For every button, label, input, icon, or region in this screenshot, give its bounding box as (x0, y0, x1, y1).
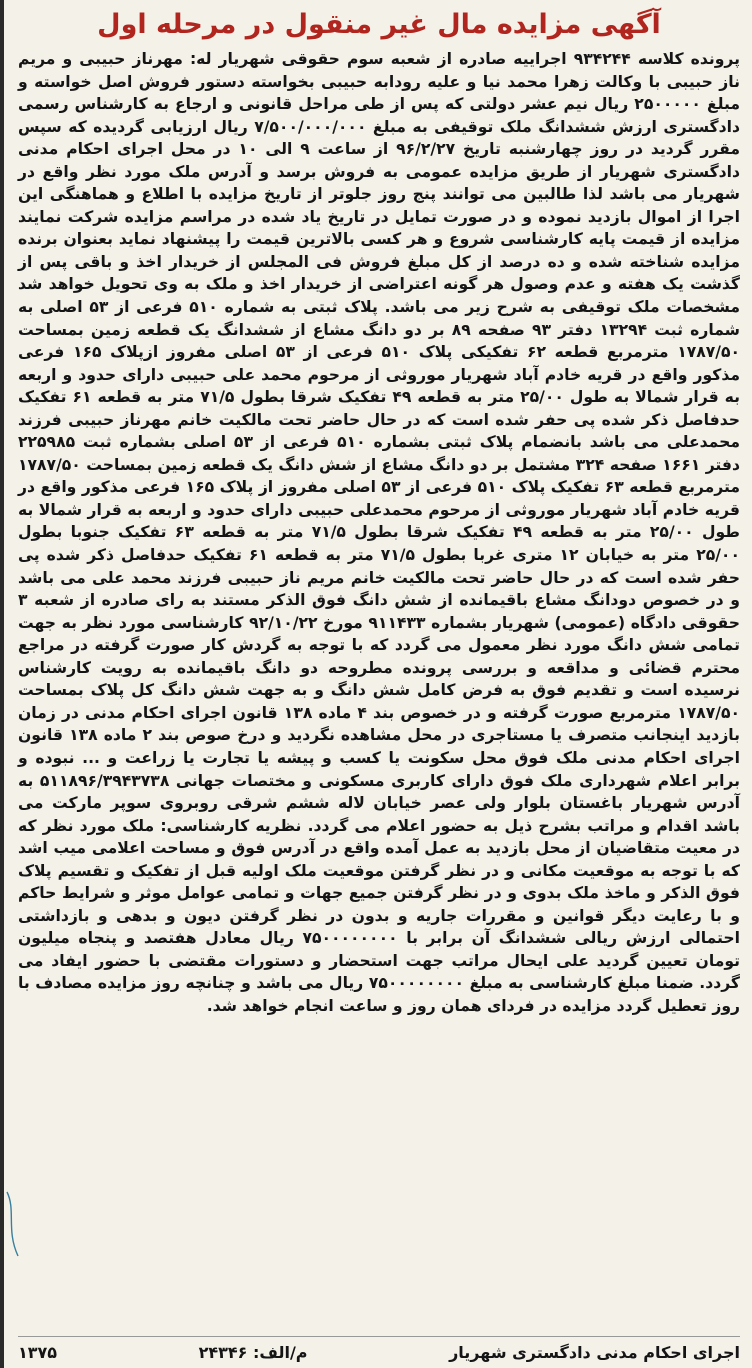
pen-mark-icon (4, 1190, 22, 1260)
notice-footer (18, 1336, 740, 1362)
notice-body: پرونده کلاسه ۹۳۴۲۴۴ اجراییه صادره از شعبه سوم حقوقی شهریار له: مهرناز حبیبی و مریم ناز حبیبی با وکالت زهرا محمد نیا و علیه رودابه حبیبی بخواسته دستور فروش اصل خواسته و مبلغ ۲۵۰۰۰۰۰ ریال نیم عشر دولتی که پس از طی مراحل قانونی و ارجاع به کارشناس رسمی دادگستری ارزش ششدانگ ملک توقیفی به مبلغ ۷/۵۰۰/۰۰۰/۰۰۰ ریال ارزیابی گردیده که سپس مقرر گردید در روز چهارشنبه تاریخ ۹۶/۲/۲۷ از ساعت ۹ الی ۱۰ در محل اجرای احکام مدنی دادگستری شهریار از طریق مزایده عمومی به فروش برسد و آدرس ملک مورد نظر واقع در شهریار می باشد لذا طالبین می توانند پنج روز جلوتر از تاریخ مزایده با اطلاع و هماهنگی این اجرا از اموال بازدید نموده و در صورت تمایل در تاریخ یاد شده در مراسم مزایده شرکت نمایند مزایده از قیمت پایه کارشناسی شروع و هر کسی بالاترین قیمت را پیشنهاد نماید بعنوان برنده مزایده شناخته شده و ده درصد از کل مبلغ فروش فی المجلس از خریدار اخذ و باقی پس از گذشت یک هفته و عدم وصول هر گونه اعتراضی از خریدار اخذ و ملک به وی تحویل خواهد شد مشخصات ملک توقیفی به شرح زیر می باشد. پلاک ثبتی به شماره ۵۱۰ فرعی از ۵۳ اصلی به شماره ثبت ۱۳۲۹۴ دفتر ۹۳ صفحه ۸۹ بر دو دانگ مشاع از ششدانگ یک قطعه زمین بمساحت ۱۷۸۷/۵۰ مترمربع قطعه ۶۲ تفکیکی پلاک ۵۱۰ فرعی از ۵۳ اصلی مفروز ازپلاک ۱۶۵ فرعی مذکور واقع در قریه خادم آباد شهریار موروثی از مرحوم محمد علی حبیبی دارای حدود و اربعه به قرار شمالا به طول ۲۵/۰۰ متر به قطعه ۴۹ تفکیک شرقا بطول ۷۱/۵ متر به قطعه ۶۱ تفکیک حدفاصل ذکر شده پی حفر شده است که در حال حاضر تحت مالکیت خانم مهرناز حبیبی فرزند محمدعلی می باشد بانضمام پلاک ثبتی بشماره ۵۱۰ فرعی از ۵۳ اصلی بشماره ثبت ۲۲۵۹۸۵ دفتر ۱۶۶۱ صفحه ۳۲۴ مشتمل بر دو دانگ مشاع از شش دانگ یک قطعه زمین بمساحت ۱۷۸۷/۵۰ مترمربع قطعه ۶۳ تفکیک پلاک ۵۱۰ فرعی از ۵۳ اصلی مفروز از پلاک ۱۶۵ فرعی مذکور واقع در قریه خادم آباد شهریار موروثی از مرحوم محمدعلی حبیبی دارای حدود و اربعه به قرار شمالا به طول ۲۵/۰۰ متر به قطعه ۴۹ تفکیک شرقا بطول ۷۱/۵ متر به قطعه ۶۳ تفکیک جنوبا بطول ۲۵/۰۰ متر به خیابان ۱۲ متری غربا بطول ۷۱/۵ متر به قطعه ۶۱ تفکیک حدفاصل ذکر شده پی حفر شده است که در حال حاضر تحت مالکیت خانم مریم ناز حبیبی فرزند محمد علی می باشد و در خصوص دودانگ مشاع باقیمانده از شش دانگ فوق الذکر مستند به رای صادره از شعبه ۳ حقوقی دادگاه (عمومی) شهریار بشماره ۹۱۱۴۳۳ مورخ ۹۲/۱۰/۲۲ کارشناسی مورد نظر به جهت تمامی شش دانگ مورد نظر معمول می گردد که با توجه به گردش کار صورت گرفته در مراجع محترم قضائی و مداقعه و بررسی پرونده مطروحه دو دانگ باقیمانده به رویت کارشناس نرسیده است و تقدیم فوق به فرض کامل شش دانگ و به جهت شش دانگ کل پلاک بمساحت ۱۷۸۷/۵۰ مترمربع صورت گرفته و در خصوص بند ۴ ماده ۱۳۸ قانون اجرای احکام مدنی در زمان بازدید اینجانب متصرف یا مستاجری در محل مشاهده نگردید و درخ صوص بند ۲ ماده ۱۳۸ قانون اجرای احکام مدنی ملک فوق محل سکونت یا کسب و پیشه یا تجارت یا زراعت و ... نبوده و برابر اعلام شهرداری ملک فوق دارای کاربری مسکونی و مختصات جهانی ۵۱۱۸۹۶/۳۹۴۳۷۳۸ به آدرس شهریار باغستان بلوار ولی عصر خیابان لاله ششم شرقی روبروی سوپر مارکت می باشد اقدام و مراتب بشرح ذیل به حضور اعلام می گردد. نظریه کارشناسی: ملک مورد نظر که در معیت متقاضیان از محل بازدید به عمل آمده واقع در آدرس فوق و مساحت اعلامی میب اشد که با توجه به موقعیت مکانی و در نظر گرفتن موقعیت ملک اولیه قبل از تفکیک و تقسیم پلاک فوق الذکر و ماخذ ملک بدوی و در نظر گرفتن جمیع جهات و تمامی عوامل موثر و شرایط حاکم و با رعایت دیگر قوانین و مقررات جاریه و بدون در نظر گرفتن دیون و بدهی و بازداشتی احتمالی ارزش ریالی ششدانگ آن برابر با ۷۵۰۰۰۰۰۰۰۰ ریال معادل هفتصد و پنجاه میلیون تومان تعیین گردید علی ایحال مراتب جهت استحضار و دستورات مقتضی با حضور ایفاد می گردد. ضمنا مبلغ کارشناسی به مبلغ ۷۵۰۰۰۰۰۰۰۰ ریال می باشد و چنانچه روز مزایده مصادف با روز تعطیل گردد مزایده در فردای همان روز و ساعت انجام خواهد شد. (18, 50, 741, 1015)
notice-title: آگهی مزایده مال غیر منقول در مرحله اول (97, 9, 661, 40)
reference-number: م/الف: ۲۴۳۴۶ (198, 1343, 308, 1362)
issuer-name: اجرای احکام مدنی دادگستری شهریار (449, 1343, 740, 1362)
notice-number: ۱۳۷۵ (18, 1343, 58, 1362)
